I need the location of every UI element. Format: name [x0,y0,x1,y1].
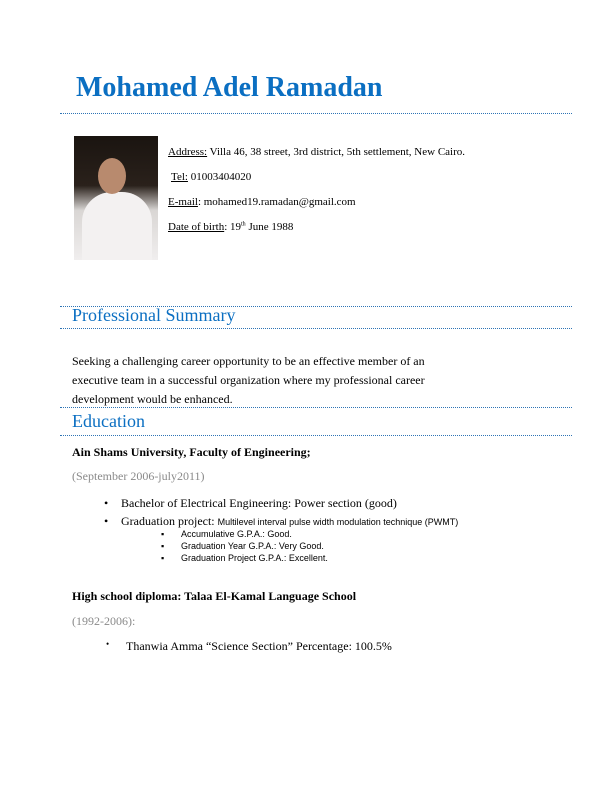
gpa-item: Graduation Project G.P.A.: Excellent. [181,553,328,563]
email-label: E-mail [168,196,198,208]
dob-suffix: th [241,221,246,228]
project-item [121,514,458,529]
email-value: : mohamed19.ramadan@gmail.com [197,196,356,208]
dob-rest: June 1988 [245,221,294,233]
tel-label: Tel: [171,171,188,183]
university-name: Ain Shams University, Faculty of Engineering; [72,445,311,459]
candidate-name: Mohamed Adel Ramadan [76,72,383,103]
education-heading: Education [72,411,145,431]
bullet-icon: • [104,496,109,510]
bullet-icon: • [106,639,110,649]
address-line [168,146,465,158]
divider [60,328,572,329]
project-label: Graduation project: [121,514,218,528]
tel-value: 01003404020 [187,171,252,183]
profile-photo [74,136,158,260]
square-bullet-icon: ▪ [161,529,165,539]
address-label: Address: [168,146,208,158]
degree-item: Bachelor of Electrical Engineering: Power section (good) [121,496,397,510]
summary-text: Seeking a challenging career opportunity to be an effective member of an executive team in a successful organization where my professional career development would be enhanced. [72,354,425,406]
school-dates: (1992-2006): [72,614,136,628]
bullet-icon: • [104,514,109,528]
thanwia-item: Thanwia Amma “Science Section” Percentage: 100.5% [126,639,392,653]
school-name: High school diploma: Talaa El-Kamal Language School [72,589,357,603]
divider [60,435,572,436]
gpa-item: Graduation Year G.P.A.: Very Good. [181,541,324,551]
gpa-item: Accumulative G.P.A.: Good. [181,529,292,539]
address-value: Villa 46, 38 street, 3rd district, 5th settlement, New Cairo. [207,146,466,158]
square-bullet-icon: ▪ [161,541,165,551]
dob-line [168,221,293,233]
dob-day: : 19 [224,221,242,233]
divider [60,407,572,408]
project-title: Multilevel interval pulse width modulation technique (PWMT) [217,517,459,527]
square-bullet-icon: ▪ [161,553,165,563]
divider [60,113,572,114]
summary-heading: Professional Summary [72,305,236,325]
tel-line [171,171,251,183]
university-dates: (September 2006-july2011) [72,469,205,483]
dob-label: Date of birth [168,221,225,233]
email-line [168,196,356,208]
